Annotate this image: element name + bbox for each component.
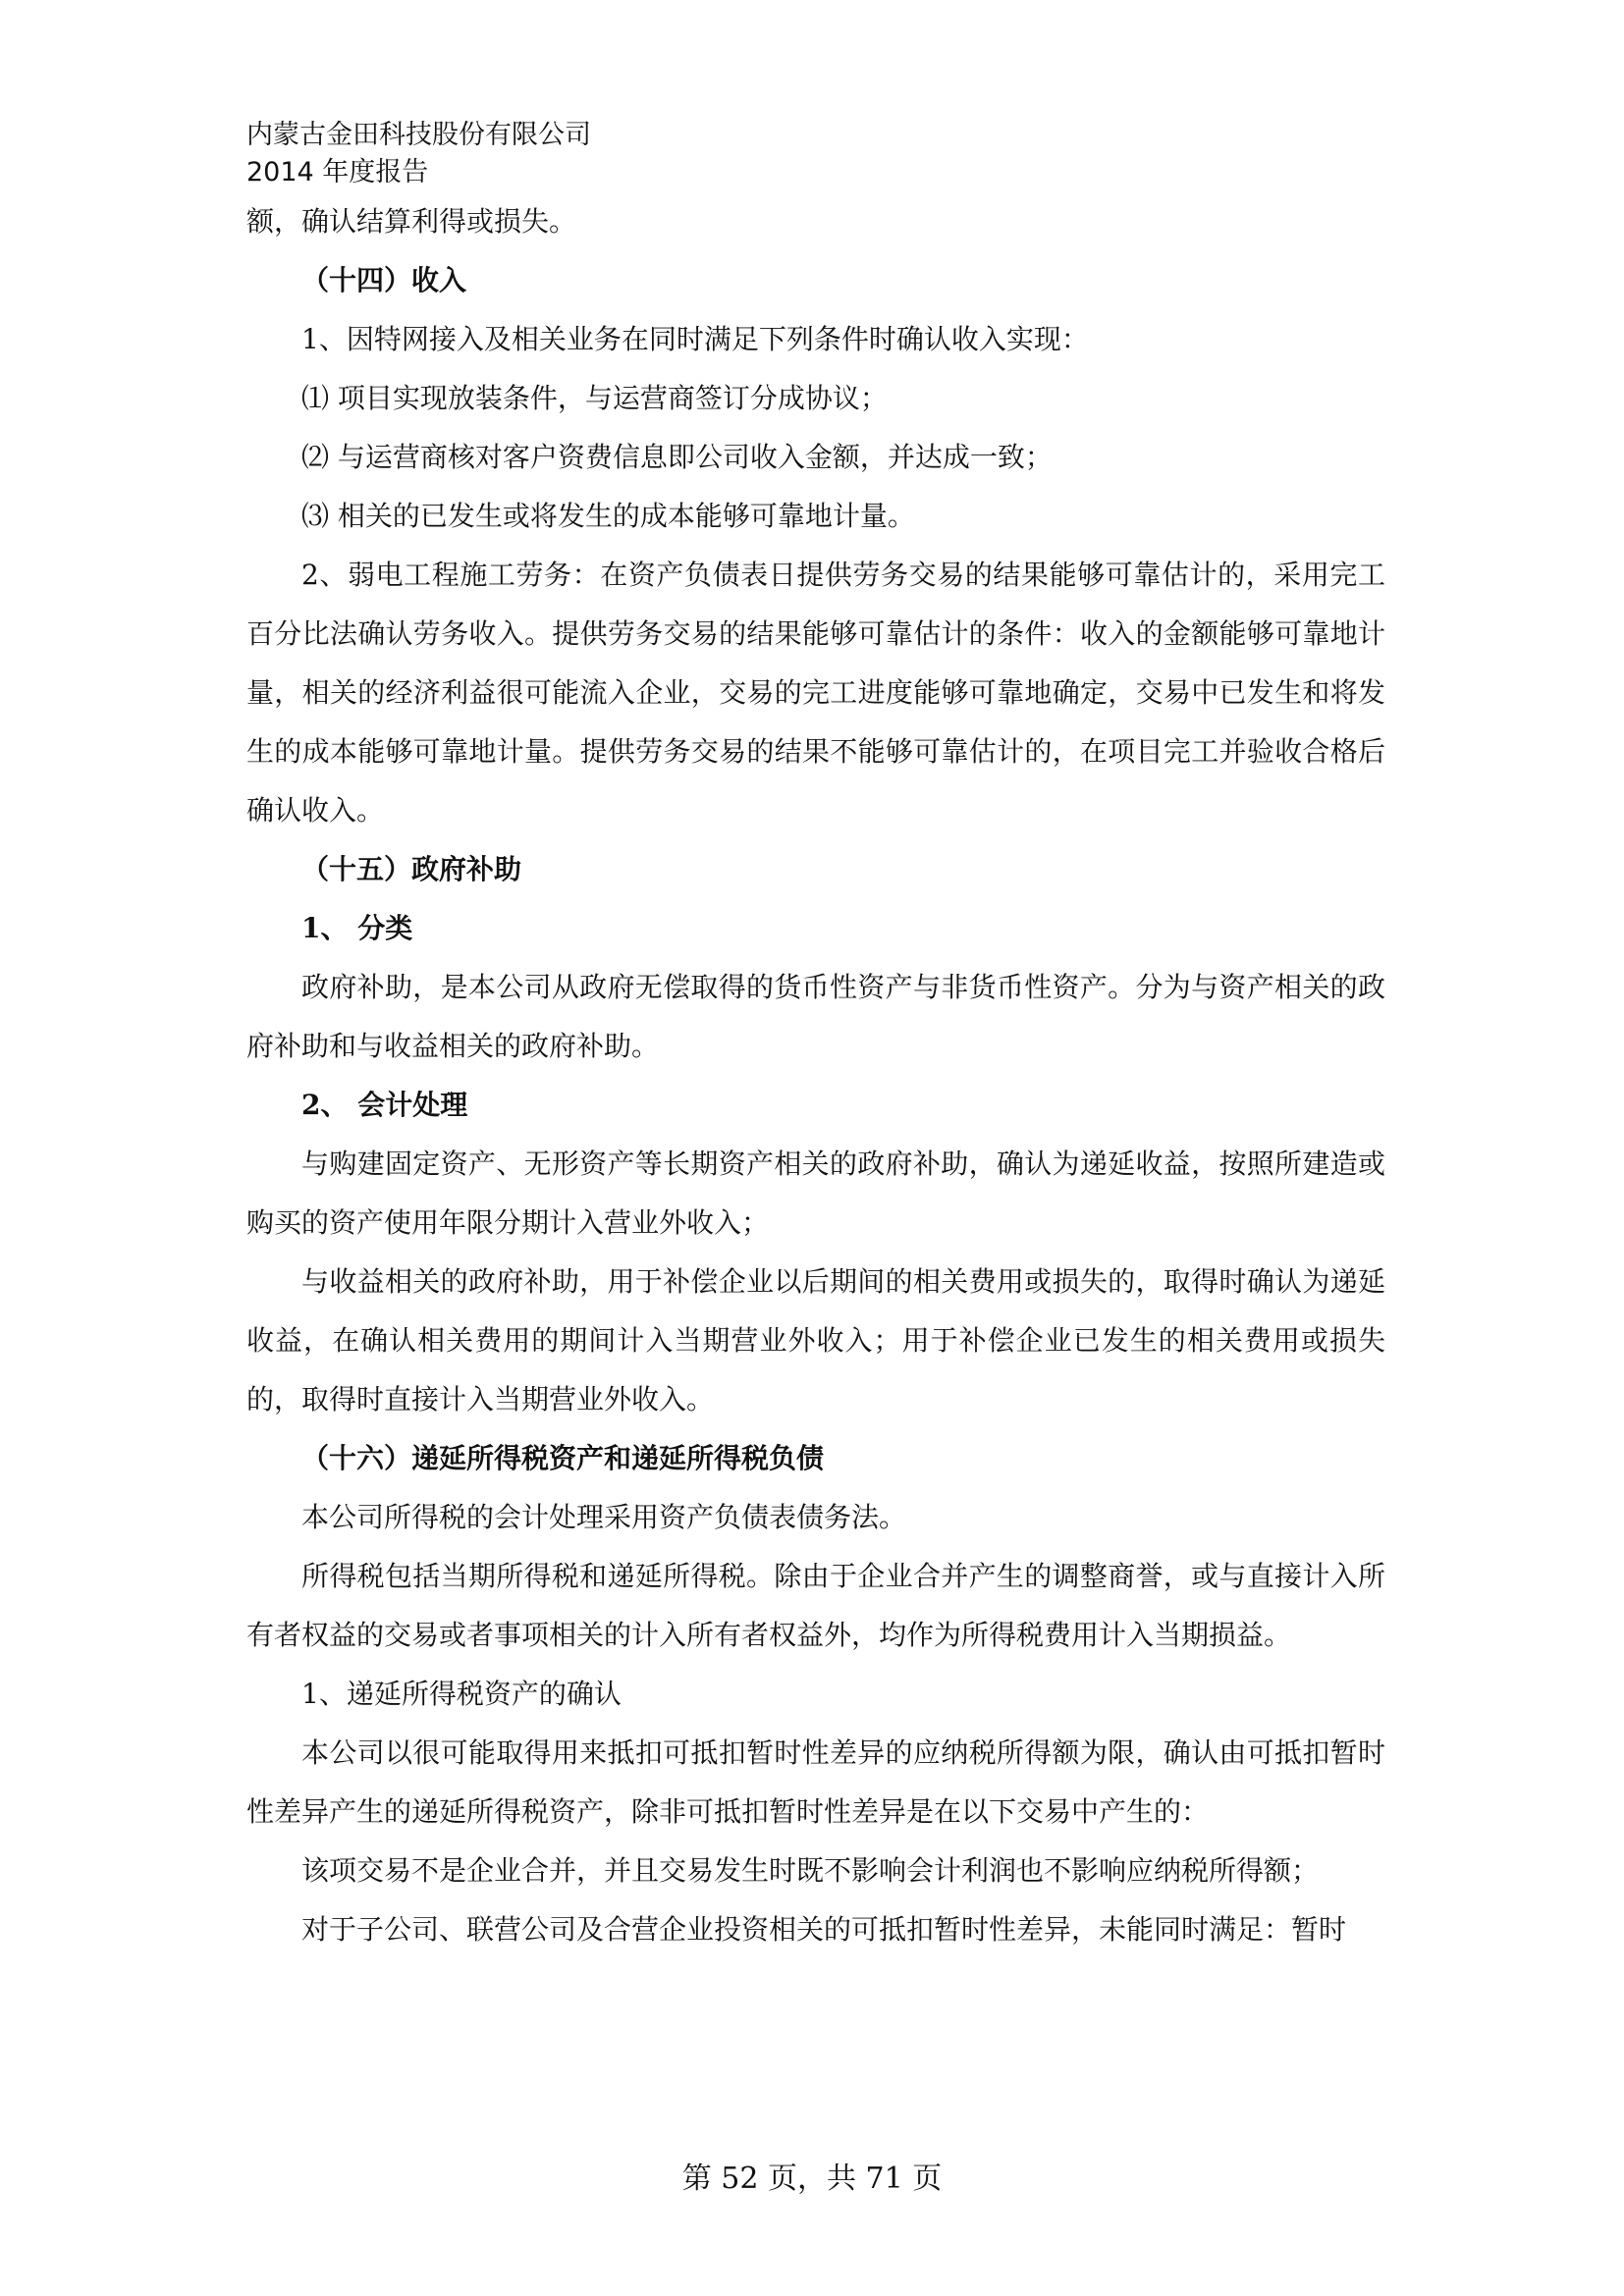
paragraph: 该项交易不是企业合并，并且交易发生时既不影响会计利润也不影响应纳税所得额； <box>301 1854 1320 1887</box>
header-company: 内蒙古金田科技股份有限公司 <box>246 120 591 150</box>
paragraph: ⑶ 相关的已发生或将发生的成本能够可靠地计量。 <box>301 500 915 532</box>
section-heading: （十四）收入 <box>301 264 467 296</box>
page-footer: 第 52 页，共 71 页 <box>681 2162 943 2196</box>
paragraph: 1、递延所得税资产的确认 <box>301 1678 622 1710</box>
paragraph: 对于子公司、联营公司及合营企业投资相关的可抵扣暂时性差异，未能同时满足：暂时 <box>301 1913 1347 1946</box>
paragraph: 2、弱电工程施工劳务：在资产负债表日提供劳务交易的结果能够可靠估计的，采用完工百分比法确认劳务收入。提供劳务交易的结果能够可靠估计的条件：收入的金额能够可靠地计量，相关的经济利益很可能流入企业，交易的完工进度能够可靠地确定，交易中已发生和将发生的成本能够可靠地计量。提供劳务交易的结果不能够可靠估计的，在项目完工并验收合格后确认收入。 <box>246 559 1385 827</box>
header-report: 2014 年度报告 <box>246 157 429 187</box>
paragraph: 额，确认结算利得或损失。 <box>246 205 577 238</box>
paragraph: ⑴ 项目实现放装条件，与运营商签订分成协议； <box>301 382 888 414</box>
section-heading: 2、 会计处理 <box>301 1089 468 1121</box>
paragraph: 所得税包括当期所得税和递延所得税。除由于企业合并产生的调整商誉，或与直接计入所有者权益的交易或者事项相关的计入所有者权益外，均作为所得税费用计入当期损益。 <box>246 1560 1385 1651</box>
paragraph: 与购建固定资产、无形资产等长期资产相关的政府补助，确认为递延收益，按照所建造或购买的资产使用年限分期计入营业外收入； <box>246 1148 1385 1239</box>
paragraph: 本公司以很可能取得用来抵扣可抵扣暂时性差异的应纳税所得额为限，确认由可抵扣暂时性差异产生的递延所得税资产，除非可抵扣暂时性差异是在以下交易中产生的： <box>246 1736 1385 1828</box>
section-heading: 1、 分类 <box>301 912 413 944</box>
paragraph: 本公司所得税的会计处理采用资产负债表债务法。 <box>301 1501 907 1533</box>
paragraph: 1、因特网接入及相关业务在同时满足下列条件时确认收入实现： <box>301 323 1089 355</box>
paragraph: ⑵ 与运营商核对客户资费信息即公司收入金额，并达成一致； <box>301 441 1053 473</box>
document-body <box>246 192 1385 1959</box>
paragraph: 政府补助，是本公司从政府无偿取得的货币性资产与非货币性资产。分为与资产相关的政府补助和与收益相关的政府补助。 <box>246 971 1385 1062</box>
section-heading: （十五）政府补助 <box>301 853 522 885</box>
paragraph: 与收益相关的政府补助，用于补偿企业以后期间的相关费用或损失的，取得时确认为递延收益，在确认相关费用的期间计入当期营业外收入；用于补偿企业已发生的相关费用或损失的，取得时直接计入当期营业外收入。 <box>246 1265 1385 1415</box>
section-heading: （十六）递延所得税资产和递延所得税负债 <box>301 1442 825 1474</box>
